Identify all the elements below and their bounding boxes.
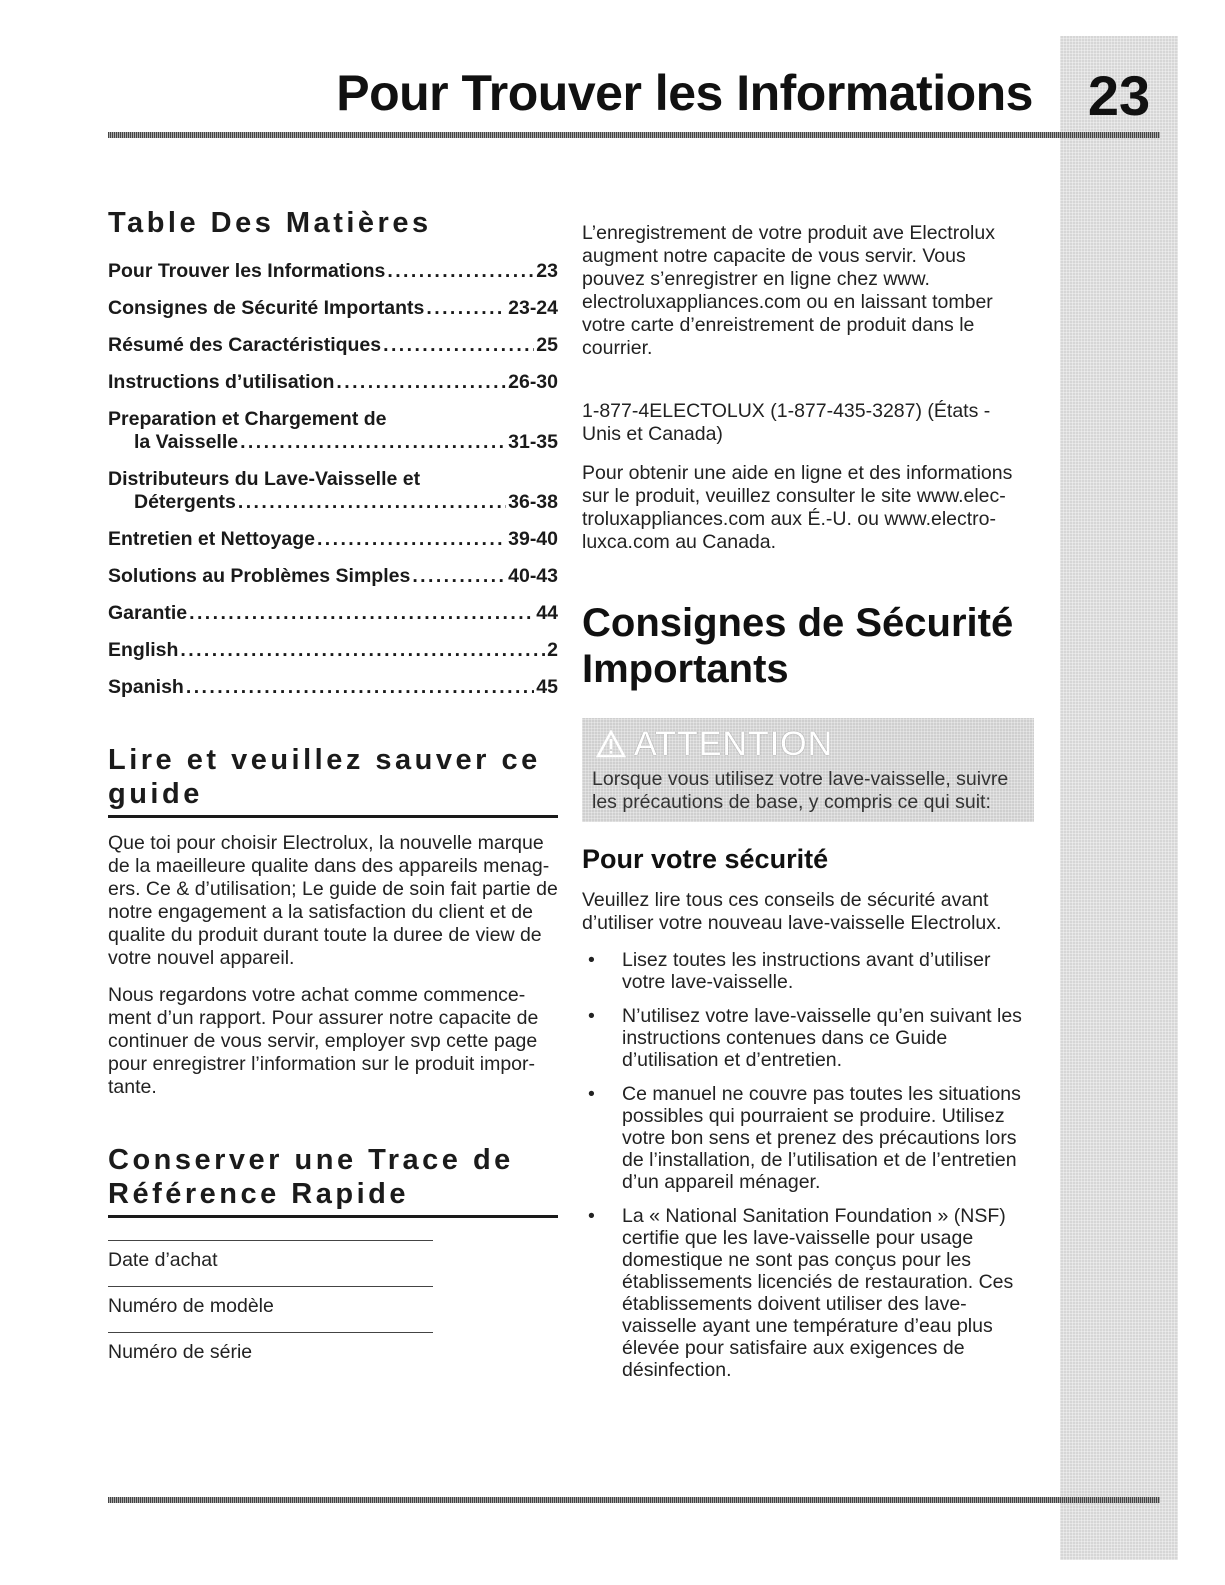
toc-item[interactable]: English . . . 2 — [108, 639, 558, 662]
safety-intro: Veuillez lire tous ces conseils de sécurité avant d’utiliser votre nouveau lave-vaisselle Electrolux. — [582, 889, 1002, 934]
safety-heading: Consignes de Sécurité Importants — [582, 601, 1014, 691]
attention-label: ATTENTION — [634, 724, 834, 763]
purchase-date-line[interactable] — [108, 1240, 433, 1241]
serial-number-line[interactable] — [108, 1332, 433, 1333]
list-item: • Lisez toutes les instructions avant d’utiliser votre lave-vaisselle. — [588, 949, 991, 993]
model-number-field[interactable] — [108, 1286, 558, 1317]
toc-item[interactable]: Preparation et Chargement de la Vaisselle . . . 31-35 — [108, 408, 558, 454]
toc-item[interactable]: Distributeurs du Lave-Vaisselle et Détergents . . . 36-38 — [108, 468, 558, 514]
list-item: • La « National Sanitation Foundation » (NSF) certifie que les lave-vaisselle pour usage domestique ne sont pas conçus pour les établissements licenciés de restauration. Ces établissements doivent utiliser des lave-vaisselle ayant une température d’eau plus élevée pour satisfaire aux exigences de désinfection. — [588, 1205, 1014, 1381]
warning-triangle-icon — [596, 730, 626, 758]
page-title: Pour Trouver les Informations — [336, 65, 1033, 121]
save-guide-paragraph: Nous regardons votre achat comme commence-ment d’un rapport. Pour assurer notre capacite de continuer de vous servir, employer svp cette page pour enregistrer l’information sur le produit impor-tante. — [108, 984, 539, 1098]
registration-paragraph: L’enregistrement de votre produit ave Electrolux augment notre capacite de vous servir. Vous pouvez s’enregistrer en ligne chez www. electroluxappliances.com ou en laissant tomber votre carte d’enreistrement de produit dans le courrier. — [582, 222, 995, 359]
attention-title — [582, 724, 1034, 764]
toc-item[interactable]: Garantie . . . 44 — [108, 602, 558, 625]
list-item: • N’utilisez votre lave-vaisselle qu’en suivant les instructions contenues dans ce Guide d’utilisation et d’entretien. — [588, 1005, 1022, 1071]
toc-heading: Table Des Matières — [108, 207, 432, 239]
model-number-label: Numéro de modèle — [108, 1295, 274, 1317]
page-side-tab — [1060, 36, 1178, 1560]
page-number: 23 — [1087, 64, 1151, 127]
right-column — [582, 222, 1032, 1393]
toc-item[interactable]: Entretien et Nettoyage . . . 39-40 — [108, 528, 558, 551]
toc-item[interactable]: Résumé des Caractéristiques . . . 25 — [108, 334, 558, 357]
left-column — [108, 206, 558, 1363]
model-number-line[interactable] — [108, 1286, 433, 1287]
attention-text: Lorsque vous utilisez votre lave-vaisselle, suivre les précautions de base, y compris ce qui suit: — [592, 768, 1009, 813]
safety-bullet-list — [582, 949, 1032, 1381]
attention-box — [582, 718, 1034, 822]
header-rule — [108, 132, 1160, 138]
online-help-paragraph: Pour obtenir une aide en ligne et des informations sur le produit, veuillez consulter le site www.elec-troluxappliances.com aux É.-U. ou www.electro-luxca.com au Canada. — [582, 462, 1013, 553]
toc-item[interactable]: Spanish . . . 45 — [108, 676, 558, 699]
footer-rule — [108, 1497, 1160, 1503]
toc-item[interactable]: Solutions au Problèmes Simples . . . 40-43 — [108, 565, 558, 588]
phone-number: 1-877-4ELECTOLUX (1-877-435-3287) (États - Unis et Canada) — [582, 400, 991, 445]
safety-subheading: Pour votre sécurité — [582, 844, 829, 874]
serial-number-field[interactable] — [108, 1332, 558, 1363]
toc-item[interactable]: Pour Trouver les Informations . . . 23 — [108, 260, 558, 283]
toc-item[interactable]: Consignes de Sécurité Importants . . . 23-24 — [108, 297, 558, 320]
save-guide-heading: Lire et veuillez sauver ce guide — [108, 743, 558, 818]
table-of-contents — [108, 260, 558, 699]
purchase-date-field[interactable] — [108, 1240, 558, 1271]
list-item: • Ce manuel ne couvre pas toutes les situations possibles qui pourraient se produire. Utilisez votre bon sens et prenez des précautions lors de l’installation, de l’utilisation et de l’entretien d’un appareil ménager. — [588, 1083, 1021, 1193]
serial-number-label: Numéro de série — [108, 1341, 253, 1363]
purchase-date-label: Date d’achat — [108, 1249, 218, 1271]
save-guide-paragraph: Que toi pour choisir Electrolux, la nouvelle marque de la maeilleure qualite dans des appareils menag-ers. Ce & d’utilisation; Le guide de soin fait partie de notre engagement a la satisfaction du client et de qualite du produit durant toute la duree de view de votre nouvel appareil. — [108, 832, 558, 969]
quick-reference-heading: Conserver une Trace de Référence Rapide — [108, 1143, 558, 1218]
toc-item[interactable]: Instructions d’utilisation . . . 26-30 — [108, 371, 558, 394]
